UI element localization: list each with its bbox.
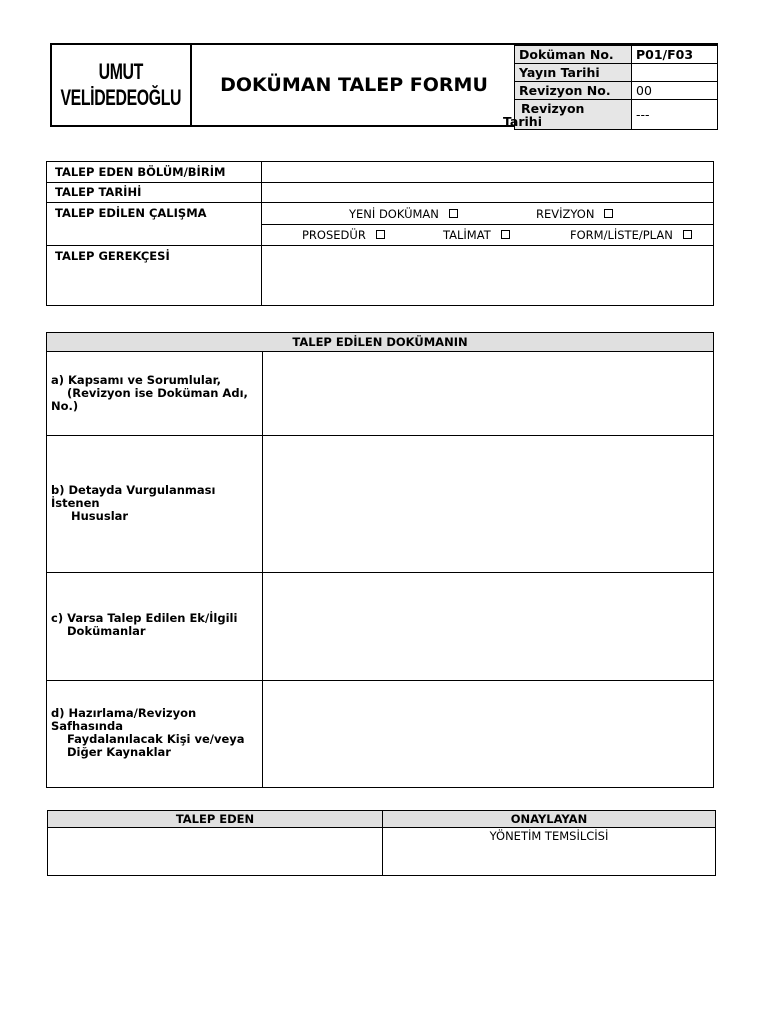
option-procedure-label: PROSEDÜR bbox=[302, 228, 366, 242]
resources-field[interactable] bbox=[264, 681, 712, 787]
option-new-document[interactable] bbox=[349, 207, 458, 221]
resources-label-2: Safhasında bbox=[51, 719, 123, 733]
doc-no-value: P01/F03 bbox=[632, 46, 718, 64]
approver-role: YÖNETİM TEMSİLCİSİ bbox=[489, 829, 609, 843]
scope-label-3: No.) bbox=[51, 399, 79, 413]
request-section bbox=[46, 161, 714, 306]
revision-no-label: Revizyon No. bbox=[515, 82, 632, 100]
resources-label-1: d) Hazırlama/Revizyon bbox=[51, 706, 197, 720]
option-instruction[interactable] bbox=[443, 228, 510, 242]
checkbox-icon[interactable] bbox=[604, 209, 613, 218]
form-title: DOKÜMAN TALEP FORMU bbox=[220, 74, 488, 96]
resources-label-3: Faydalanılacak Kişi ve/veya bbox=[67, 732, 245, 746]
document-details-header: TALEP EDİLEN DOKÜMANIN bbox=[47, 333, 713, 352]
requester-signature-field[interactable] bbox=[48, 829, 382, 875]
requested-work-label: TALEP EDİLEN ÇALIŞMA bbox=[55, 206, 207, 220]
logo-line-1: UMUT bbox=[98, 59, 144, 84]
request-date-label: TALEP TARİHİ bbox=[55, 185, 142, 199]
revision-no-value: 00 bbox=[632, 82, 718, 100]
document-meta bbox=[503, 45, 718, 129]
scope-label-2: (Revizyon ise Doküman Adı, bbox=[67, 386, 248, 400]
emphasis-label-1: b) Detayda Vurgulanması bbox=[51, 483, 216, 497]
scope-label-1: a) Kapsamı ve Sorumlular, bbox=[51, 373, 221, 387]
attachments-label-1: c) Varsa Talep Edilen Ek/İlgili bbox=[51, 611, 238, 625]
attachments-label bbox=[51, 612, 261, 638]
publish-date-label: Yayın Tarihi bbox=[515, 64, 632, 82]
emphasis-field[interactable] bbox=[264, 436, 712, 571]
document-header bbox=[50, 43, 718, 127]
revision-date-label-2: Tarihi bbox=[503, 113, 542, 129]
requesting-unit-label: TALEP EDEN BÖLÜM/BİRİM bbox=[55, 165, 226, 179]
emphasis-label-3: Hususlar bbox=[71, 509, 129, 523]
approver-header: ONAYLAYAN bbox=[383, 811, 715, 828]
option-new-document-label: YENİ DOKÜMAN bbox=[349, 207, 439, 221]
emphasis-label-2: İstenen bbox=[51, 496, 100, 510]
option-revision[interactable] bbox=[536, 207, 613, 221]
checkbox-icon[interactable] bbox=[376, 230, 385, 239]
scope-field[interactable] bbox=[264, 353, 712, 434]
emphasis-label bbox=[51, 484, 261, 523]
option-revision-label: REVİZYON bbox=[536, 207, 595, 221]
option-form-list-plan-label: FORM/LİSTE/PLAN bbox=[570, 228, 673, 242]
scope-label bbox=[51, 374, 261, 413]
resources-label bbox=[51, 707, 261, 759]
checkbox-icon[interactable] bbox=[449, 209, 458, 218]
doc-no-label: Doküman No. bbox=[515, 46, 632, 64]
requesting-unit-field[interactable] bbox=[263, 163, 711, 181]
request-reason-field[interactable] bbox=[263, 246, 711, 304]
request-reason-label: TALEP GEREKÇESİ bbox=[55, 249, 170, 263]
resources-label-4: Diğer Kaynaklar bbox=[67, 745, 171, 759]
signature-section bbox=[47, 810, 716, 876]
checkbox-icon[interactable] bbox=[501, 230, 510, 239]
revision-date-value: --- bbox=[632, 100, 718, 130]
attachments-field[interactable] bbox=[264, 573, 712, 679]
request-date-field[interactable] bbox=[263, 183, 711, 201]
option-procedure[interactable] bbox=[302, 228, 385, 242]
revision-date-label bbox=[503, 100, 632, 130]
publish-date-value bbox=[632, 64, 718, 82]
logo-line-2: VELİDEDEOĞLU bbox=[60, 85, 182, 110]
option-instruction-label: TALİMAT bbox=[443, 228, 491, 242]
revision-date-label-1: Revizyon bbox=[521, 100, 585, 116]
checkbox-icon[interactable] bbox=[683, 230, 692, 239]
requester-header: TALEP EDEN bbox=[48, 811, 382, 828]
approver-signature-field[interactable] bbox=[383, 829, 715, 875]
attachments-label-2: Dokümanlar bbox=[67, 624, 146, 638]
option-form-list-plan[interactable] bbox=[570, 228, 692, 242]
company-logo bbox=[52, 45, 192, 125]
document-details-section bbox=[46, 332, 714, 788]
